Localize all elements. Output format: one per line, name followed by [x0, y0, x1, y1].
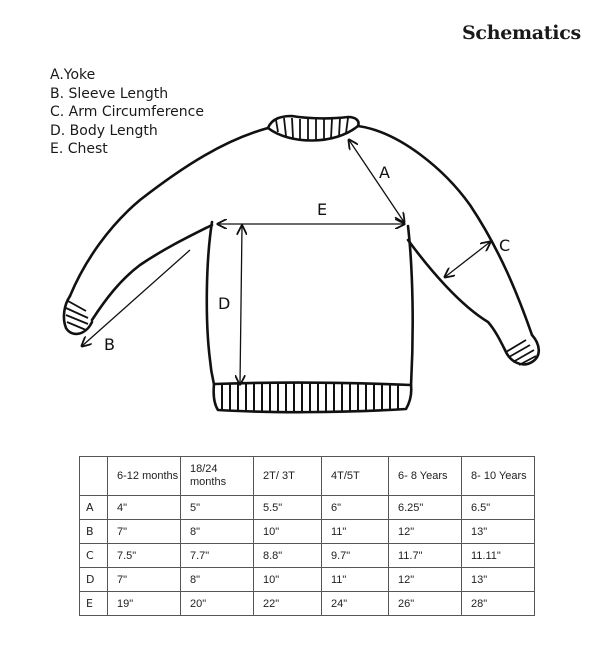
- table-cell: 10": [254, 568, 322, 592]
- table-cell: 11.11": [462, 544, 535, 568]
- header-cell-18-24-months: 18/24 months: [181, 457, 254, 496]
- table-cell: 6": [322, 496, 389, 520]
- table-cell: 6.25": [389, 496, 462, 520]
- table-cell: 26": [389, 592, 462, 616]
- neckline: [268, 126, 358, 141]
- table-cell: 8": [181, 520, 254, 544]
- table-cell: 8": [181, 568, 254, 592]
- right-sleeve-top: [358, 126, 532, 335]
- header-cell-2t-3t: 2T/ 3T: [254, 457, 322, 496]
- body-left-side: [207, 222, 214, 384]
- arrow-a-yoke: [349, 140, 404, 222]
- table-cell: 19": [108, 592, 181, 616]
- table-row: [80, 568, 535, 592]
- row-label: C: [80, 544, 108, 568]
- header-cell-6-12-months: 6-12 months: [108, 457, 181, 496]
- table-cell: 20": [181, 592, 254, 616]
- row-label: B: [80, 520, 108, 544]
- legend-item-chest: E. Chest: [50, 141, 108, 157]
- table-row: [80, 496, 535, 520]
- row-label: E: [80, 592, 108, 616]
- table-cell: 13": [462, 520, 535, 544]
- table-cell: 5": [181, 496, 254, 520]
- table-cell: 28": [462, 592, 535, 616]
- arrow-c-arm-circumference: [445, 242, 490, 277]
- body-right-side: [408, 226, 413, 385]
- table-cell: 10": [254, 520, 322, 544]
- table-cell: 5.5": [254, 496, 322, 520]
- row-label: A: [80, 496, 108, 520]
- hem-ribbing: [222, 383, 398, 411]
- table-cell: 13": [462, 568, 535, 592]
- table-cell: 9.7": [322, 544, 389, 568]
- table-cell: 12": [389, 520, 462, 544]
- legend-item-yoke: A.Yoke: [50, 67, 96, 83]
- table-cell: 22": [254, 592, 322, 616]
- table-cell: 11.7": [389, 544, 462, 568]
- table-cell: 4": [108, 496, 181, 520]
- table-cell: 7": [108, 568, 181, 592]
- left-cuff-ribbing: [66, 301, 88, 330]
- legend-item-sleeve-length: B. Sleeve Length: [50, 85, 169, 102]
- table-cell: 11": [322, 520, 389, 544]
- table-cell: 11": [322, 568, 389, 592]
- left-sleeve-top: [70, 128, 268, 296]
- legend-item-arm-circumference: C. Arm Circumference: [50, 104, 204, 120]
- table-row: [80, 544, 535, 568]
- table-row: [80, 520, 535, 544]
- table-cell: 7.7": [181, 544, 254, 568]
- label-a: A: [379, 163, 390, 182]
- table-cell: 24": [322, 592, 389, 616]
- table-row: [80, 592, 535, 616]
- right-sleeve-bottom: [408, 240, 505, 350]
- table-cell: 7": [108, 520, 181, 544]
- label-b: B: [104, 335, 115, 354]
- size-table: [79, 456, 535, 616]
- table-cell: 6.5": [462, 496, 535, 520]
- left-sleeve-bottom: [92, 225, 212, 320]
- table-header-row: [80, 457, 535, 496]
- table-cell: 8.8": [254, 544, 322, 568]
- arrow-d-body-length: [240, 226, 242, 384]
- label-d: D: [218, 294, 231, 313]
- page-title: Schematics: [462, 22, 581, 44]
- table-cell: 7.5": [108, 544, 181, 568]
- neckband: [268, 116, 359, 128]
- header-cell-8-10-years: 8- 10 Years: [462, 457, 535, 496]
- legend-item-body-length: D. Body Length: [50, 122, 158, 139]
- header-cell-blank: [80, 457, 108, 496]
- arrow-b-sleeve-length: [82, 250, 190, 346]
- row-label: D: [80, 568, 108, 592]
- label-e: E: [317, 200, 328, 219]
- header-cell-4t-5t: 4T/5T: [322, 457, 389, 496]
- header-cell-6-8-years: 6- 8 Years: [389, 457, 462, 496]
- table-cell: 12": [389, 568, 462, 592]
- label-c: C: [499, 236, 511, 255]
